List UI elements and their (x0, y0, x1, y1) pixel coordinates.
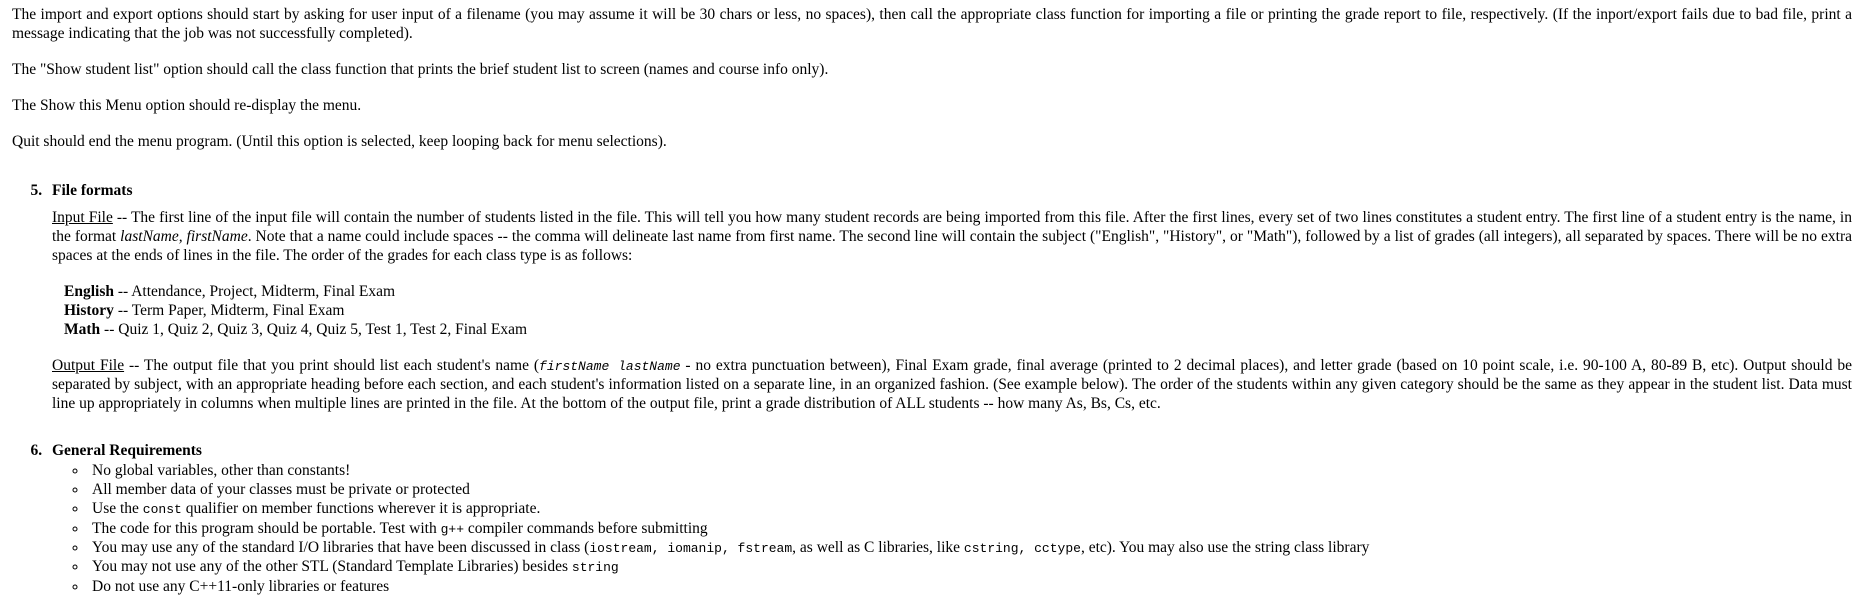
format-fields-math: -- Quiz 1, Quiz 2, Quiz 3, Quiz 4, Quiz 5, Test 1, Test 2, Final Exam (100, 321, 527, 338)
list-item (88, 461, 1852, 480)
section-heading-general-requirements: 6. General Requirements (52, 442, 1852, 461)
req-text-post: , etc). You may also use the string class library (1081, 539, 1369, 556)
req-code-1: g++ (441, 522, 464, 537)
format-row-english (64, 283, 1852, 302)
spacer (52, 200, 1852, 209)
spacer (52, 266, 1852, 283)
list-item (88, 499, 1852, 518)
req-text-pre: The code for this program should be portable. Test with (92, 520, 441, 537)
spacer (12, 152, 1852, 182)
section-list (12, 182, 1852, 596)
req-text-mid: , as well as C libraries, like (792, 539, 964, 556)
input-file-text-2: . Note that a name could include spaces -- the comma will delineate last name from first name. The second line will contain the subject ("English", "History", or "Math"), followed by a list of grades (all integers), all separated by spaces. There will be no extra spaces at the ends of lines in the file. The order of the grades for each class type is as follows: (52, 228, 1852, 264)
output-file-text-2: - no extra punctuation between), Final Exam grade, final average (printed to 2 decimal places), and letter grade (based on 10 point scale, i.e. 90-100 A, 80-89 B, etc). Output should be separated by subject, with an appropriate heading before each section, and each student's information listed on a separate line, in an organized fashion. (See example below). The order of the students within any given category should be the same as they appear in the student list. Data must line up appropriately in columns when multiple lines are printed in the file. At the bottom of the output file, print a grade distribution of ALL students -- how many As, Bs, Cs, etc. (52, 357, 1852, 412)
list-item (88, 519, 1852, 538)
req-code-1: string (572, 560, 619, 575)
spacer (12, 80, 1852, 97)
paragraph-quit: Quit should end the menu program. (Until this option is selected, keep looping back for menu selections). (12, 133, 1852, 152)
format-subject-history: History (64, 302, 114, 319)
req-text-pre: You may use any of the standard I/O libraries that have been discussed in class ( (92, 539, 589, 556)
format-fields-english: -- Attendance, Project, Midterm, Final Exam (114, 283, 395, 300)
paragraph-input-file (52, 209, 1852, 266)
spacer (52, 340, 1852, 357)
list-item (88, 557, 1852, 576)
paragraph-output-file (52, 357, 1852, 414)
input-file-label: Input File (52, 209, 113, 226)
req-text-pre: Do not use any C++11-only libraries or features (92, 578, 389, 595)
paragraph-show-menu: The Show this Menu option should re-display the menu. (12, 97, 1852, 116)
list-item (88, 480, 1852, 499)
req-text-mid: qualifier on member functions wherever it is appropriate. (182, 500, 541, 517)
paragraph-show-student-list: The "Show student list" option should call the class function that prints the brief student list to screen (names and course info only). (12, 61, 1852, 80)
spacer (12, 116, 1852, 133)
req-code-2: cstring, cctype (964, 541, 1081, 556)
format-fields-history: -- Term Paper, Midterm, Final Exam (114, 302, 344, 319)
req-text-pre: No global variables, other than constants! (92, 462, 350, 479)
format-row-history (64, 302, 1852, 321)
format-row-math (64, 321, 1852, 340)
requirements-list (52, 461, 1852, 596)
req-text-pre: You may not use any of the other STL (Standard Template Libraries) besides (92, 558, 572, 575)
req-text-mid: compiler commands before submitting (464, 520, 708, 537)
format-subject-english: English (64, 283, 114, 300)
list-item (88, 577, 1852, 596)
section-general-requirements (46, 442, 1852, 596)
output-file-text-1: -- The output file that you print should list each student's name ( (124, 357, 539, 374)
section-heading-file-formats: 5. File formats (52, 182, 1852, 201)
output-file-name-format: firstName lastName (539, 359, 680, 374)
format-subject-math: Math (64, 321, 100, 338)
spacer (12, 44, 1852, 61)
section-file-formats (46, 182, 1852, 442)
list-item (88, 538, 1852, 557)
req-code-1: iostream, iomanip, fstream (589, 541, 792, 556)
input-file-text-1: -- The first line of the input file will contain the number of students listed in the file. This will tell you how many student records are being imported from this file. After the first lines, every set of two lines constitutes a student entry. The first line of a student entry is the name, in the format (52, 209, 1852, 245)
output-file-label: Output File (52, 357, 124, 374)
spacer (52, 414, 1852, 442)
req-code-1: const (143, 502, 182, 517)
req-text-pre: Use the (92, 500, 143, 517)
grade-format-list (64, 283, 1852, 340)
input-file-format: lastName, firstName (120, 228, 248, 245)
paragraph-import-export: The import and export options should start by asking for user input of a filename (you may assume it will be 30 chars or less, no spaces), then call the appropriate class function for importing a file or printing the grade report to file, respectively. (If the inport/export fails due to bad file, print a message indicating that the job was not successfully completed). (12, 6, 1852, 44)
req-text-pre: All member data of your classes must be private or protected (92, 481, 470, 498)
